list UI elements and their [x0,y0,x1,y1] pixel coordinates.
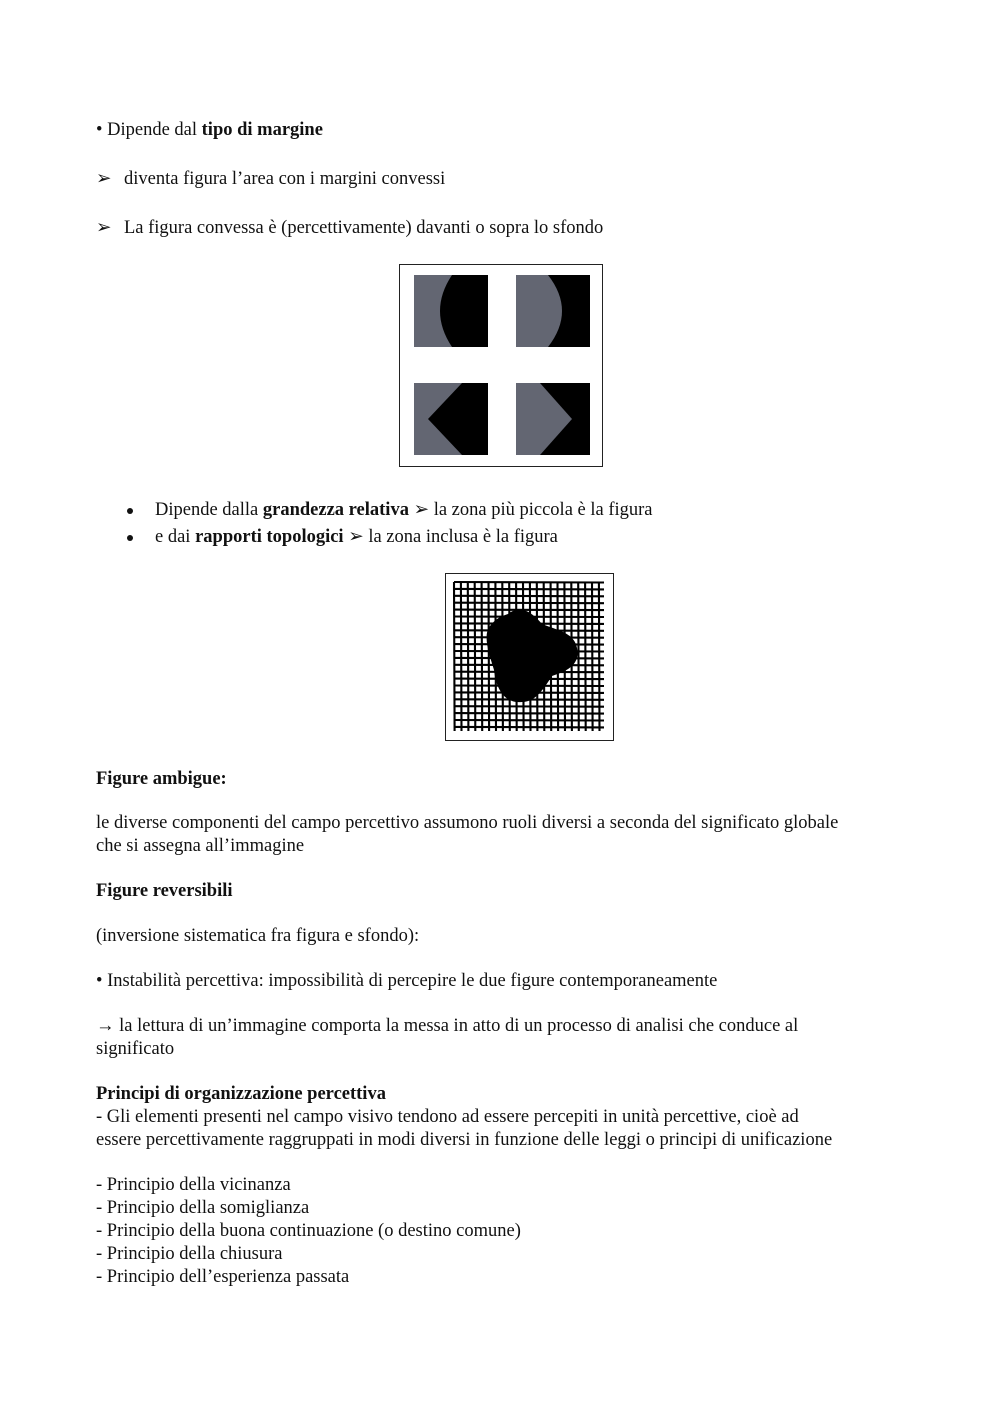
margin-line-prefix: • Dipende dal [96,120,202,140]
topological-suffix: ➢ la zona inclusa è la figura [343,527,558,547]
grid-line-vertical [475,582,476,731]
principi-intro-line2: essere percettivamente raggruppati in modi diversi in funzione delle leggi o principi di unificazione [96,1130,833,1150]
convex-margins-figure [399,264,603,467]
reversibili-heading [96,880,233,903]
convex-black-region [440,275,488,347]
principle-item: - Principio della vicinanza [96,1175,291,1195]
grid-line-horizontal [454,720,604,721]
margin-bullet-line [96,119,323,142]
grid-line-vertical [599,582,600,731]
grid-line-horizontal [454,582,604,583]
list-bullet [127,508,133,514]
reading-line1: → la lettura di un’immagine comporta la messa in atto di un processo di analisi che conduce al [96,1016,799,1036]
relative-size-line [155,499,653,522]
ambigue-heading-text: Figure ambigue: [96,769,227,789]
convex-figure-text: La figura convessa è (percettivamente) davanti o sopra lo sfondo [124,218,604,238]
topological-bold: rapporti topologici [195,527,344,547]
ambigue-text-line2: che si assegna all’immagine [96,836,305,856]
grid-line-horizontal [454,713,604,714]
principi-heading [96,1083,386,1106]
list-bullet [127,535,133,541]
grid-line-vertical [468,582,469,731]
grid-line-vertical [592,582,593,731]
grid-line-horizontal [454,706,604,707]
grid-line-vertical [461,582,462,731]
principle-item: - Principio della somiglianza [96,1198,310,1218]
grid-line-horizontal [454,589,604,590]
ambigue-heading [96,768,227,791]
enclosed-blob-figure [445,573,614,741]
principle-item: - Principio dell’esperienza passata [96,1267,350,1287]
reversibili-heading-text: Figure reversibili [96,881,233,901]
convex-figure-line [96,217,603,240]
margin-line-bold: tipo di margine [201,120,323,140]
grid-blob-illustration [446,574,612,739]
convex-margins-illustration [400,265,601,465]
grid-line-vertical [454,582,455,731]
instability-line: • Instabilità percettiva: impossibilità di percepire le due figure contemporaneamente [96,971,718,991]
principle-item: - Principio della buona continuazione (o destino comune) [96,1221,521,1241]
grid-line-horizontal [454,727,604,728]
grid-line-vertical [578,582,579,731]
grid-line-vertical [489,582,490,731]
reading-line2: significato [96,1039,175,1059]
topological-line [155,526,558,549]
relative-size-bold: grandezza relativa [262,500,409,520]
topological-prefix: e dai [155,527,196,547]
principle-item: - Principio della chiusura [96,1244,283,1264]
grid-line-horizontal [454,603,604,604]
reversibili-subtitle: (inversione sistematica fra figura e sfondo): [96,926,420,946]
relative-size-suffix: ➢ la zona più piccola è la figura [408,500,653,520]
convex-area-text: diventa figura l’area con i margini convessi [124,169,446,189]
grid-line-horizontal [454,596,604,597]
principi-intro-line1: - Gli elementi presenti nel campo visivo tendono ad essere percepiti in unità percettive, cioè ad [96,1107,799,1127]
ambigue-text-line1: le diverse componenti del campo percettivo assumono ruoli diversi a seconda del significato globale [96,813,839,833]
grid-line-vertical [585,582,586,731]
grid-line-vertical [482,582,483,731]
arrow-icon: ➢ [96,218,112,238]
grid-line-horizontal [454,610,604,611]
relative-size-prefix: Dipende dalla [155,500,263,520]
convex-area-line [96,168,445,191]
arrow-icon: ➢ [96,169,112,189]
convex-grey-region [516,275,562,347]
principi-heading-text: Principi di organizzazione percettiva [96,1084,386,1104]
